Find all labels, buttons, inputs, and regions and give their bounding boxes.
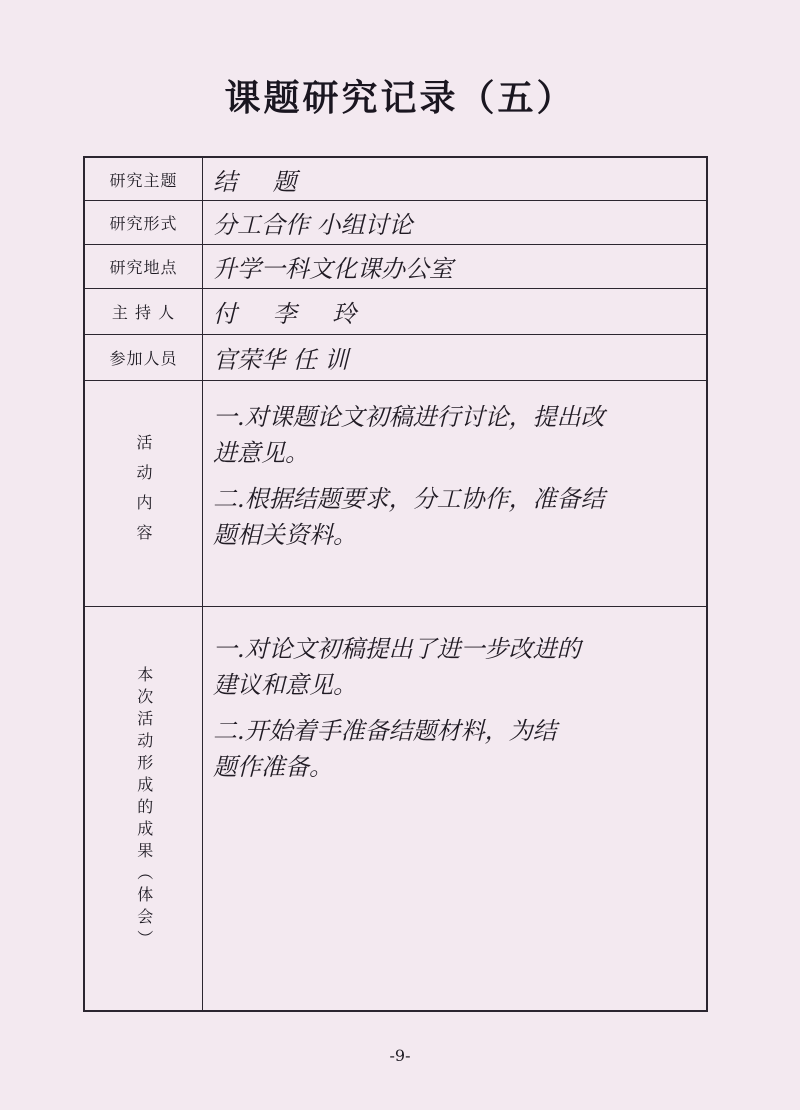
value-location: 升学一科文化课办公室 <box>213 255 453 283</box>
label-results: 本次活动形成的成果（体会） <box>85 607 203 1010</box>
research-record-table <box>83 156 708 1012</box>
value-participants: 官荣华 任 训 <box>213 346 349 374</box>
results-line: 建议和意见。 <box>213 671 357 699</box>
row-results <box>85 607 706 1010</box>
row-host <box>85 289 706 335</box>
activity-line: 二.根据结题要求，分工协作，准备结 <box>213 485 605 513</box>
value-host: 付 李 玲 <box>213 300 371 328</box>
results-line: 题作准备。 <box>213 753 333 781</box>
value-form: 分工合作 小组讨论 <box>213 211 413 239</box>
page-title: 课题研究记录（五） <box>224 77 576 119</box>
page-number: -9- <box>389 1046 411 1065</box>
label-location: 研究地点 <box>85 245 203 288</box>
label-host: 主 持 人 <box>85 289 203 334</box>
row-form <box>85 201 706 245</box>
value-topic: 结 题 <box>213 167 311 196</box>
value-activity <box>213 381 700 606</box>
row-participants <box>85 335 706 381</box>
row-activity <box>85 381 706 607</box>
label-participants: 参加人员 <box>85 335 203 380</box>
label-topic: 研究主题 <box>85 158 203 200</box>
activity-line: 一.对课题论文初稿进行讨论，提出改 <box>213 403 605 431</box>
activity-line: 进意见。 <box>213 439 309 467</box>
results-line: 一.对论文初稿提出了进一步改进的 <box>213 635 581 663</box>
activity-line: 题相关资料。 <box>213 521 357 549</box>
row-topic <box>85 158 706 201</box>
label-form: 研究形式 <box>85 201 203 244</box>
row-location <box>85 245 706 289</box>
value-results <box>213 607 700 1010</box>
label-activity: 活动内容 <box>85 381 203 606</box>
results-line: 二.开始着手准备结题材料，为结 <box>213 717 557 745</box>
